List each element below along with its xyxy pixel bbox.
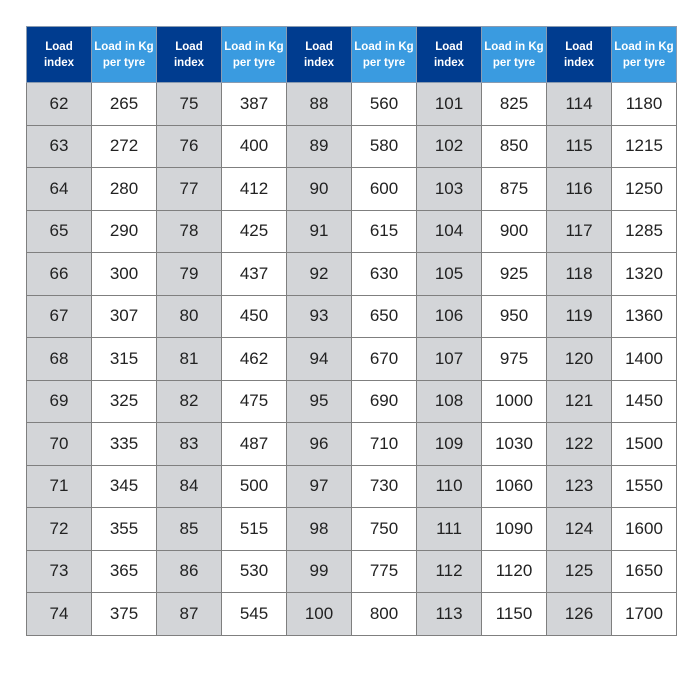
table-row (27, 168, 677, 211)
table-row (27, 508, 677, 551)
load-index-cell: 86 (157, 550, 222, 593)
header-line-2: per tyre (492, 56, 536, 69)
load-index-cell: 125 (547, 550, 612, 593)
header-line-2: index (43, 56, 75, 69)
header-line-2: per tyre (362, 56, 406, 69)
load-kg-cell: 475 (222, 380, 287, 423)
load-kg-cell: 1500 (612, 423, 677, 466)
load-index-cell: 101 (417, 83, 482, 126)
table-row (27, 380, 677, 423)
header-line-2: index (303, 56, 335, 69)
load-index-cell: 96 (287, 423, 352, 466)
load-index-cell: 76 (157, 125, 222, 168)
table-row (27, 338, 677, 381)
load-index-cell: 105 (417, 253, 482, 296)
load-index-cell: 118 (547, 253, 612, 296)
load-kg-cell: 300 (92, 253, 157, 296)
header-line-1: Load (45, 40, 73, 53)
load-kg-cell: 515 (222, 508, 287, 551)
load-index-cell: 72 (27, 508, 92, 551)
load-kg-cell: 307 (92, 295, 157, 338)
load-kg-cell: 900 (482, 210, 547, 253)
load-kg-cell: 265 (92, 83, 157, 126)
load-index-cell: 63 (27, 125, 92, 168)
load-index-cell: 82 (157, 380, 222, 423)
load-kg-header (612, 27, 677, 83)
load-kg-cell: 345 (92, 465, 157, 508)
load-kg-cell: 1360 (612, 295, 677, 338)
load-kg-cell: 315 (92, 338, 157, 381)
load-index-cell: 66 (27, 253, 92, 296)
table-body (27, 83, 677, 636)
load-index-cell: 106 (417, 295, 482, 338)
header-line-1: Load in Kg (354, 40, 414, 53)
load-index-cell: 94 (287, 338, 352, 381)
load-kg-cell: 530 (222, 550, 287, 593)
load-kg-cell: 1215 (612, 125, 677, 168)
header-line-1: Load (305, 40, 333, 53)
load-index-cell: 122 (547, 423, 612, 466)
header-line-2: per tyre (102, 56, 146, 69)
load-kg-cell: 387 (222, 83, 287, 126)
load-index-cell: 98 (287, 508, 352, 551)
load-kg-cell: 600 (352, 168, 417, 211)
load-index-cell: 112 (417, 550, 482, 593)
load-index-cell: 67 (27, 295, 92, 338)
load-kg-cell: 925 (482, 253, 547, 296)
load-index-cell: 100 (287, 593, 352, 636)
load-index-cell: 75 (157, 83, 222, 126)
load-kg-cell: 730 (352, 465, 417, 508)
load-index-table (26, 26, 677, 636)
load-index-cell: 126 (547, 593, 612, 636)
load-kg-cell: 800 (352, 593, 417, 636)
load-index-cell: 79 (157, 253, 222, 296)
load-index-cell: 117 (547, 210, 612, 253)
load-kg-cell: 1400 (612, 338, 677, 381)
load-kg-cell: 425 (222, 210, 287, 253)
load-kg-cell: 1550 (612, 465, 677, 508)
load-kg-cell: 365 (92, 550, 157, 593)
load-kg-cell: 280 (92, 168, 157, 211)
load-index-cell: 89 (287, 125, 352, 168)
header-line-1: Load in Kg (94, 40, 154, 53)
load-kg-cell: 670 (352, 338, 417, 381)
load-index-cell: 73 (27, 550, 92, 593)
load-index-cell: 119 (547, 295, 612, 338)
load-index-cell: 120 (547, 338, 612, 381)
load-index-cell: 78 (157, 210, 222, 253)
table-row (27, 253, 677, 296)
load-kg-cell: 975 (482, 338, 547, 381)
load-kg-header (92, 27, 157, 83)
load-kg-cell: 325 (92, 380, 157, 423)
table-row (27, 295, 677, 338)
load-index-header (417, 27, 482, 83)
table-row (27, 83, 677, 126)
load-index-cell: 104 (417, 210, 482, 253)
load-kg-cell: 1450 (612, 380, 677, 423)
load-index-cell: 93 (287, 295, 352, 338)
load-kg-cell: 437 (222, 253, 287, 296)
table-row (27, 593, 677, 636)
load-kg-cell: 825 (482, 83, 547, 126)
load-index-cell: 113 (417, 593, 482, 636)
load-kg-cell: 690 (352, 380, 417, 423)
load-kg-header (352, 27, 417, 83)
load-index-cell: 102 (417, 125, 482, 168)
header-line-1: Load in Kg (224, 40, 284, 53)
load-index-cell: 110 (417, 465, 482, 508)
header-line-1: Load (435, 40, 463, 53)
header-line-2: index (173, 56, 205, 69)
load-index-cell: 123 (547, 465, 612, 508)
load-kg-cell: 1650 (612, 550, 677, 593)
load-kg-cell: 560 (352, 83, 417, 126)
load-index-cell: 99 (287, 550, 352, 593)
table-row (27, 550, 677, 593)
load-kg-cell: 630 (352, 253, 417, 296)
load-index-cell: 108 (417, 380, 482, 423)
load-index-cell: 77 (157, 168, 222, 211)
table-row (27, 210, 677, 253)
load-kg-cell: 580 (352, 125, 417, 168)
load-kg-cell: 290 (92, 210, 157, 253)
load-kg-cell: 850 (482, 125, 547, 168)
load-kg-cell: 1090 (482, 508, 547, 551)
load-kg-cell: 1120 (482, 550, 547, 593)
load-index-cell: 62 (27, 83, 92, 126)
header-line-2: index (433, 56, 465, 69)
load-index-cell: 71 (27, 465, 92, 508)
load-kg-cell: 1150 (482, 593, 547, 636)
load-index-cell: 114 (547, 83, 612, 126)
load-index-cell: 116 (547, 168, 612, 211)
load-kg-cell: 412 (222, 168, 287, 211)
header-line-2: per tyre (622, 56, 666, 69)
load-kg-cell: 750 (352, 508, 417, 551)
load-kg-cell: 950 (482, 295, 547, 338)
load-index-cell: 95 (287, 380, 352, 423)
header-line-1: Load (565, 40, 593, 53)
table-header (27, 27, 677, 83)
load-index-cell: 91 (287, 210, 352, 253)
load-index-cell: 85 (157, 508, 222, 551)
load-index-cell: 84 (157, 465, 222, 508)
load-kg-cell: 375 (92, 593, 157, 636)
load-kg-cell: 1600 (612, 508, 677, 551)
load-kg-cell: 710 (352, 423, 417, 466)
load-index-cell: 81 (157, 338, 222, 381)
load-index-cell: 115 (547, 125, 612, 168)
load-kg-cell: 335 (92, 423, 157, 466)
load-index-cell: 69 (27, 380, 92, 423)
load-index-cell: 88 (287, 83, 352, 126)
load-kg-cell: 1060 (482, 465, 547, 508)
load-kg-cell: 355 (92, 508, 157, 551)
table-row (27, 465, 677, 508)
load-kg-cell: 462 (222, 338, 287, 381)
table-row (27, 125, 677, 168)
load-index-header (27, 27, 92, 83)
load-index-cell: 70 (27, 423, 92, 466)
load-index-cell: 64 (27, 168, 92, 211)
load-index-header (157, 27, 222, 83)
load-kg-cell: 775 (352, 550, 417, 593)
header-line-1: Load (175, 40, 203, 53)
load-index-cell: 121 (547, 380, 612, 423)
load-kg-cell: 875 (482, 168, 547, 211)
load-index-cell: 92 (287, 253, 352, 296)
load-index-cell: 107 (417, 338, 482, 381)
load-kg-cell: 545 (222, 593, 287, 636)
load-kg-cell: 1285 (612, 210, 677, 253)
load-kg-cell: 1180 (612, 83, 677, 126)
load-index-header (547, 27, 612, 83)
load-index-cell: 103 (417, 168, 482, 211)
load-index-cell: 74 (27, 593, 92, 636)
table-row (27, 423, 677, 466)
load-kg-cell: 1000 (482, 380, 547, 423)
load-kg-cell: 272 (92, 125, 157, 168)
load-index-cell: 80 (157, 295, 222, 338)
load-kg-cell: 400 (222, 125, 287, 168)
load-kg-cell: 1250 (612, 168, 677, 211)
load-kg-cell: 1030 (482, 423, 547, 466)
load-kg-cell: 1320 (612, 253, 677, 296)
load-kg-cell: 615 (352, 210, 417, 253)
load-index-cell: 90 (287, 168, 352, 211)
load-index-cell: 83 (157, 423, 222, 466)
load-index-cell: 68 (27, 338, 92, 381)
header-line-2: per tyre (232, 56, 276, 69)
load-index-header (287, 27, 352, 83)
load-index-cell: 124 (547, 508, 612, 551)
load-kg-cell: 650 (352, 295, 417, 338)
load-index-cell: 97 (287, 465, 352, 508)
header-row (27, 27, 677, 83)
load-kg-cell: 500 (222, 465, 287, 508)
load-index-cell: 87 (157, 593, 222, 636)
load-kg-cell: 1700 (612, 593, 677, 636)
load-kg-cell: 450 (222, 295, 287, 338)
header-line-1: Load in Kg (614, 40, 674, 53)
header-line-1: Load in Kg (484, 40, 544, 53)
load-index-cell: 111 (417, 508, 482, 551)
load-kg-header (482, 27, 547, 83)
load-index-cell: 65 (27, 210, 92, 253)
load-kg-header (222, 27, 287, 83)
load-kg-cell: 487 (222, 423, 287, 466)
load-index-cell: 109 (417, 423, 482, 466)
header-line-2: index (563, 56, 595, 69)
